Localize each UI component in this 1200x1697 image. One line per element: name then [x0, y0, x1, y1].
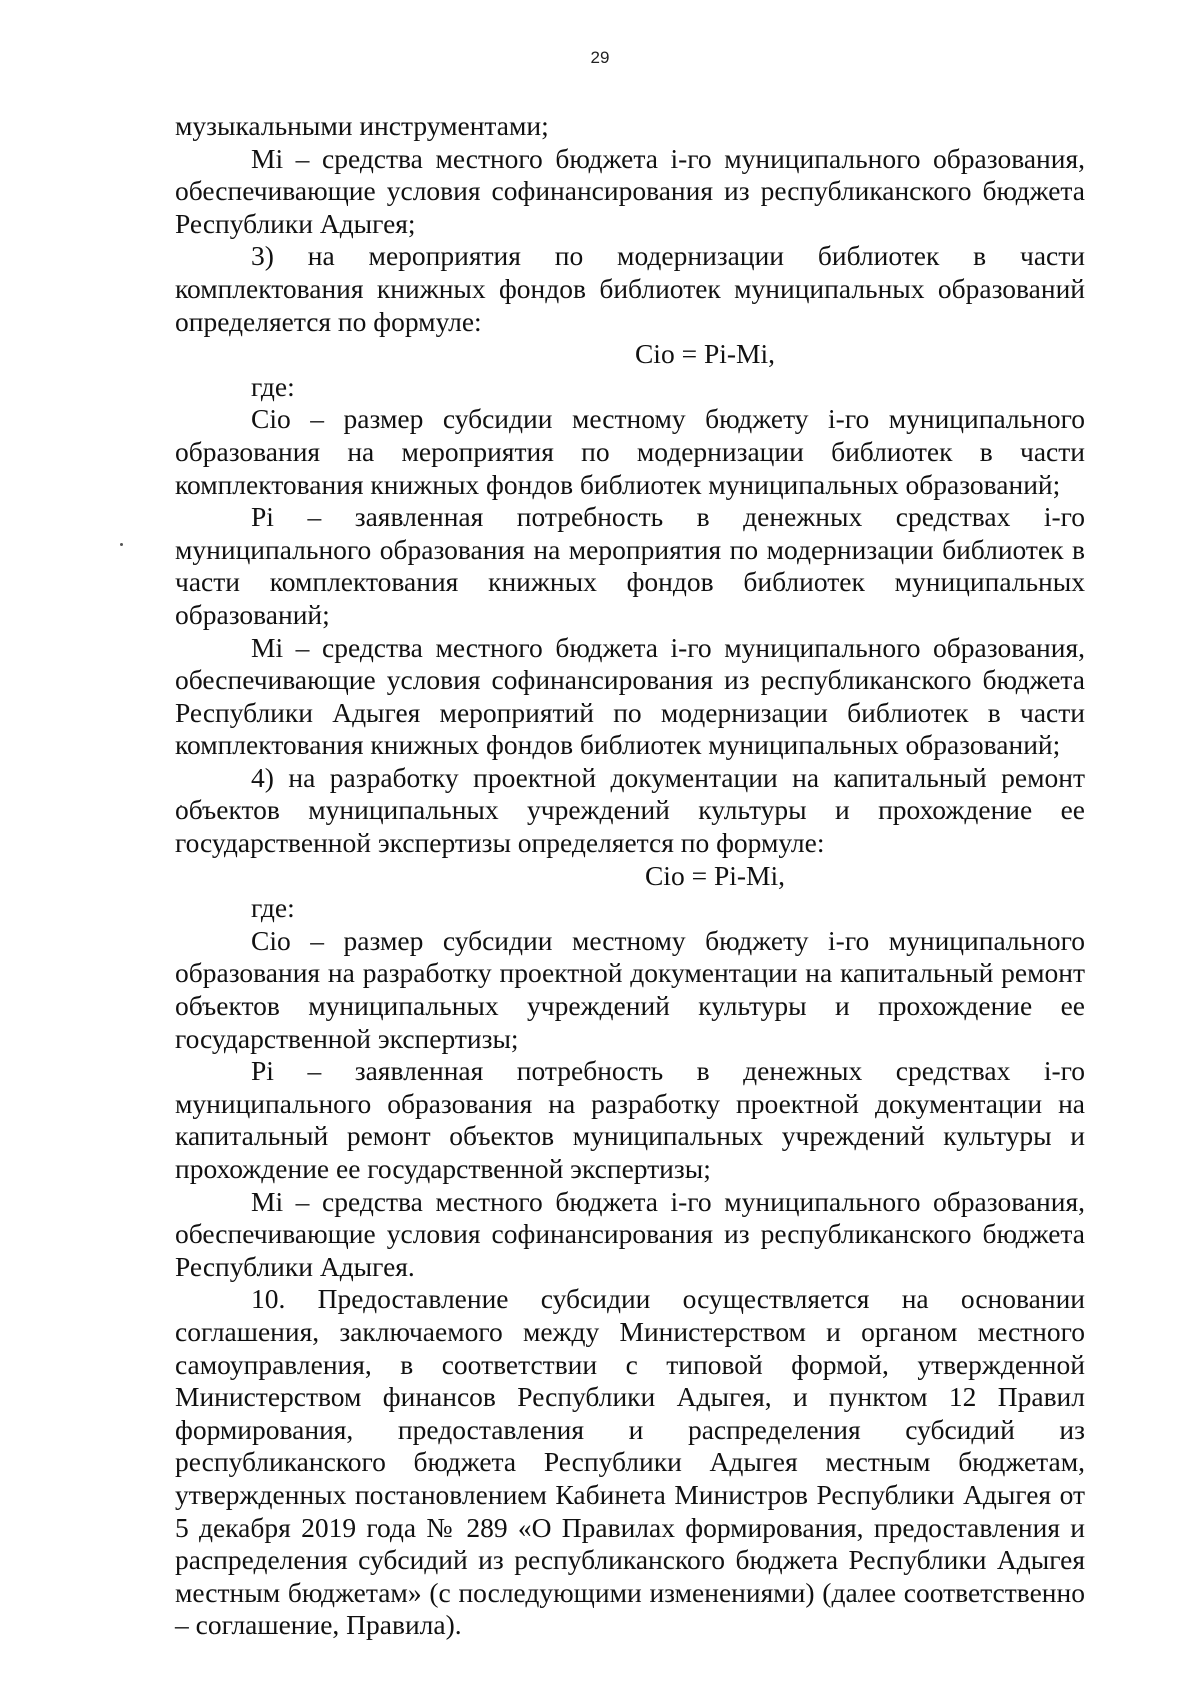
formula: Cio = Pi-Mi, [634, 338, 776, 370]
paragraph: Mi – средства местного бюджета i-го муниципального образования, обеспечивающие условия софинансирования из республиканского бюджета Республики Адыгея. [175, 1185, 1085, 1282]
formula: Cio = Pi-Mi, [644, 859, 786, 891]
paragraph: 4) на разработку проектной документации на капитальный ремонт объектов муниципальных учреждений культуры и прохождение ее государственной экспертизы определяется по формуле: [175, 761, 1085, 859]
paragraph: Cio – размер субсидии местному бюджету i-го муниципального образования на разработку проектной документации на капитальный ремонт объектов муниципальных учреждений культуры и прохождение ее государственной экспертизы; [175, 924, 1085, 1054]
paragraph: Pi – заявленная потребность в денежных средствах i-го муниципального образования на разработку проектной документации на капитальный ремонт объектов муниципальных учреждений культуры и прохождение ее государственной экспертизы; [175, 1055, 1085, 1184]
paragraph: Mi – средства местного бюджета i-го муниципального образования, обеспечивающие условия софинансирования из республиканского бюджета Республики Адыгея мероприятий по модернизации библиотек в части комплектования книжных фондов библиотек муниципальных образований; [175, 631, 1085, 761]
paragraph: Cio – размер субсидии местному бюджету i-го муниципального образования на мероприятия по модернизации библиотек в части комплектования книжных фондов библиотек муниципальных образований; [175, 403, 1085, 500]
paragraph: музыкальными инструментами; [175, 110, 549, 141]
paragraph-where: где: [251, 892, 295, 924]
paragraph: Pi – заявленная потребность в денежных средствах i-го муниципального образования на мероприятия по модернизации библиотек в части комплектования книжных фондов библиотек муниципальных образований; [175, 501, 1085, 630]
document-body [175, 110, 1085, 1642]
paragraph: 3) на мероприятия по модернизации библиотек в части комплектования книжных фондов библиотек муниципальных образований определяется по формуле: [175, 240, 1085, 337]
paragraph-where: где: [251, 370, 295, 402]
paragraph: Mi – средства местного бюджета i-го муниципального образования, обеспечивающие условия софинансирования из республиканского бюджета Республики Адыгея; [175, 142, 1085, 239]
page-number: 29 [590, 48, 610, 67]
scan-speck [120, 543, 123, 546]
paragraph: 10. Предоставление субсидии осуществляется на основании соглашения, заключаемого между Министерством и органом местного самоуправления, в соответствии с типовой формой, утвержденной Министерством финансов Республики Адыгея, и пунктом 12 Правил формирования, предоставления и распределения субсидий из республиканского бюджета Республики Адыгея местным бюджетам, утвержденных постановлением Кабинета Министров Республики Адыгея от 5 декабря 2019 года № 289 «О Правилах формирования, предоставления и распределения субсидий из республиканского бюджета Республики Адыгея местным бюджетам» (с последующими изменениями) (далее соответственно – соглашение, Правила). [175, 1283, 1085, 1641]
